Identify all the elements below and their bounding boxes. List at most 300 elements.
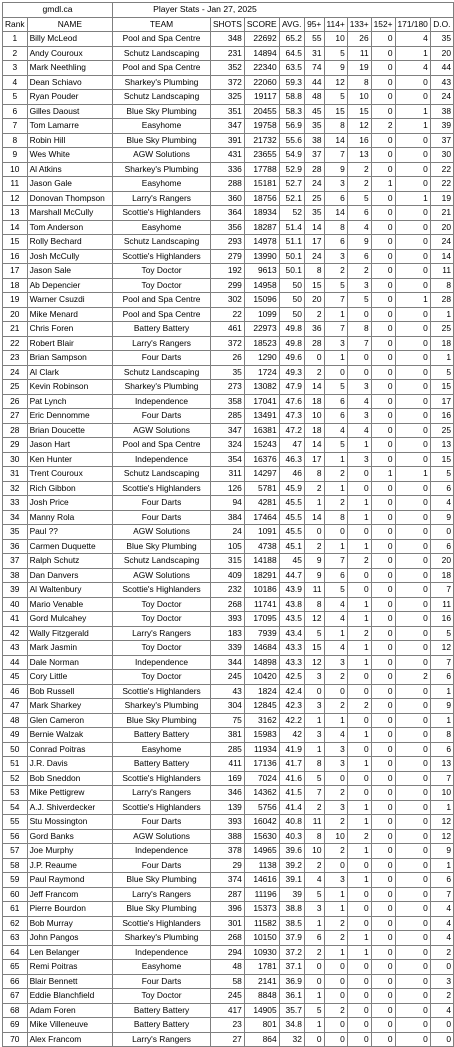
- avg-cell: 64.5: [279, 46, 304, 61]
- shots-cell: 381: [210, 728, 244, 743]
- score-cell: 4281: [244, 496, 279, 511]
- name-cell: Bob Russell: [27, 684, 113, 699]
- 171-180-cell: 0: [395, 786, 430, 801]
- shots-cell: 287: [210, 887, 244, 902]
- team-cell: Larry's Rangers: [113, 786, 211, 801]
- team-cell: Sharkey's Plumbing: [113, 380, 211, 395]
- table-row: [3, 887, 454, 902]
- 95-plus-cell: 24: [304, 177, 324, 192]
- 95-plus-cell: 35: [304, 119, 324, 134]
- team-cell: Four Darts: [113, 496, 211, 511]
- table-row: [3, 612, 454, 627]
- column-header-114-plus: 114+: [324, 17, 347, 32]
- name-cell: Wes White: [27, 148, 113, 163]
- team-cell: Toy Doctor: [113, 641, 211, 656]
- avg-cell: 40.8: [279, 815, 304, 830]
- 152-plus-cell: 0: [371, 46, 395, 61]
- 114-plus-cell: 15: [324, 104, 347, 119]
- 114-plus-cell: 1: [324, 902, 347, 917]
- do-cell: 7: [430, 583, 453, 598]
- 152-plus-cell: 0: [371, 452, 395, 467]
- 133-plus-cell: 0: [347, 307, 371, 322]
- shots-cell: 354: [210, 452, 244, 467]
- 152-plus-cell: 0: [371, 438, 395, 453]
- rank-cell: 26: [3, 394, 28, 409]
- shots-cell: 364: [210, 206, 244, 221]
- 171-180-cell: 0: [395, 539, 430, 554]
- do-cell: 7: [430, 887, 453, 902]
- table-row: [3, 583, 454, 598]
- 171-180-cell: 0: [395, 771, 430, 786]
- 95-plus-cell: 8: [304, 467, 324, 482]
- avg-cell: 37.2: [279, 945, 304, 960]
- shots-cell: 48: [210, 960, 244, 975]
- 114-plus-cell: 3: [324, 873, 347, 888]
- score-cell: 10150: [244, 931, 279, 946]
- 114-plus-cell: 4: [324, 423, 347, 438]
- rank-cell: 8: [3, 133, 28, 148]
- 114-plus-cell: 6: [324, 394, 347, 409]
- 171-180-cell: 0: [395, 931, 430, 946]
- 152-plus-cell: 0: [371, 858, 395, 873]
- 114-plus-cell: 3: [324, 757, 347, 772]
- 171-180-cell: 4: [395, 61, 430, 76]
- table-row: [3, 452, 454, 467]
- 95-plus-cell: 5: [304, 1003, 324, 1018]
- team-cell: AGW Solutions: [113, 525, 211, 540]
- team-cell: Easyhome: [113, 742, 211, 757]
- 133-plus-cell: 1: [347, 438, 371, 453]
- 133-plus-cell: 3: [347, 278, 371, 293]
- 133-plus-cell: 0: [347, 365, 371, 380]
- avg-cell: 49.6: [279, 351, 304, 366]
- score-cell: 1138: [244, 858, 279, 873]
- 133-plus-cell: 1: [347, 597, 371, 612]
- avg-cell: 50.1: [279, 264, 304, 279]
- name-cell: Paul Raymond: [27, 873, 113, 888]
- table-row: [3, 670, 454, 685]
- shots-cell: 393: [210, 612, 244, 627]
- name-cell: John Pangos: [27, 931, 113, 946]
- avg-cell: 45: [279, 554, 304, 569]
- table-row: [3, 365, 454, 380]
- name-cell: Pat Lynch: [27, 394, 113, 409]
- score-cell: 18756: [244, 191, 279, 206]
- do-cell: 15: [430, 380, 453, 395]
- name-cell: Tom Lamarre: [27, 119, 113, 134]
- 95-plus-cell: 15: [304, 278, 324, 293]
- do-cell: 19: [430, 191, 453, 206]
- shots-cell: 311: [210, 467, 244, 482]
- name-cell: Mike Villeneuve: [27, 1018, 113, 1033]
- 114-plus-cell: 2: [324, 699, 347, 714]
- avg-cell: 43.3: [279, 655, 304, 670]
- team-cell: Scottie's Highlanders: [113, 583, 211, 598]
- 114-plus-cell: 1: [324, 452, 347, 467]
- 152-plus-cell: 0: [371, 409, 395, 424]
- 171-180-cell: 0: [395, 90, 430, 105]
- score-cell: 23655: [244, 148, 279, 163]
- 133-plus-cell: 0: [347, 481, 371, 496]
- 152-plus-cell: 0: [371, 960, 395, 975]
- 114-plus-cell: 2: [324, 844, 347, 859]
- score-cell: 18287: [244, 220, 279, 235]
- 152-plus-cell: 0: [371, 757, 395, 772]
- rank-cell: 37: [3, 554, 28, 569]
- 171-180-cell: 0: [395, 655, 430, 670]
- rank-cell: 22: [3, 336, 28, 351]
- name-cell: Al Clark: [27, 365, 113, 380]
- 133-plus-cell: 3: [347, 409, 371, 424]
- 171-180-cell: 0: [395, 960, 430, 975]
- column-header-133-plus: 133+: [347, 17, 371, 32]
- column-header-171-180: 171/180: [395, 17, 430, 32]
- name-cell: J.P. Reaume: [27, 858, 113, 873]
- 171-180-cell: 0: [395, 496, 430, 511]
- 95-plus-cell: 55: [304, 32, 324, 47]
- 114-plus-cell: 6: [324, 568, 347, 583]
- 133-plus-cell: 26: [347, 32, 371, 47]
- do-cell: 28: [430, 293, 453, 308]
- score-cell: 1781: [244, 960, 279, 975]
- 114-plus-cell: 6: [324, 235, 347, 250]
- name-cell: Donovan Thompson: [27, 191, 113, 206]
- do-cell: 16: [430, 409, 453, 424]
- 171-180-cell: 0: [395, 974, 430, 989]
- team-cell: Sharkey's Plumbing: [113, 75, 211, 90]
- 133-plus-cell: 0: [347, 974, 371, 989]
- name-cell: Al Waltenbury: [27, 583, 113, 598]
- do-cell: 44: [430, 61, 453, 76]
- 114-plus-cell: 1: [324, 307, 347, 322]
- shots-cell: 384: [210, 510, 244, 525]
- 133-plus-cell: 2: [347, 829, 371, 844]
- 152-plus-cell: 0: [371, 496, 395, 511]
- 152-plus-cell: 0: [371, 32, 395, 47]
- 95-plus-cell: 1: [304, 496, 324, 511]
- table-row: [3, 394, 454, 409]
- 114-plus-cell: 1: [324, 713, 347, 728]
- shots-cell: 299: [210, 278, 244, 293]
- avg-cell: 34.8: [279, 1018, 304, 1033]
- column-header-shots: SHOTS: [210, 17, 244, 32]
- table-row: [3, 713, 454, 728]
- name-cell: Ryan Pouder: [27, 90, 113, 105]
- 114-plus-cell: 3: [324, 742, 347, 757]
- name-cell: Mark Jasmin: [27, 641, 113, 656]
- rank-cell: 23: [3, 351, 28, 366]
- avg-cell: 43.8: [279, 597, 304, 612]
- score-cell: 2141: [244, 974, 279, 989]
- shots-cell: 294: [210, 945, 244, 960]
- 114-plus-cell: 2: [324, 786, 347, 801]
- 152-plus-cell: 0: [371, 133, 395, 148]
- rank-cell: 17: [3, 264, 28, 279]
- name-cell: Robin Hill: [27, 133, 113, 148]
- shots-cell: 315: [210, 554, 244, 569]
- rank-cell: 13: [3, 206, 28, 221]
- 114-plus-cell: 0: [324, 960, 347, 975]
- name-cell: Carmen Duquette: [27, 539, 113, 554]
- rank-cell: 67: [3, 989, 28, 1004]
- 114-plus-cell: 7: [324, 554, 347, 569]
- name-cell: Mike Menard: [27, 307, 113, 322]
- rank-cell: 38: [3, 568, 28, 583]
- team-cell: Schutz Landscaping: [113, 46, 211, 61]
- avg-cell: 65.2: [279, 32, 304, 47]
- site-name: gmdl.ca: [3, 3, 113, 18]
- team-cell: Toy Doctor: [113, 278, 211, 293]
- 152-plus-cell: 0: [371, 568, 395, 583]
- 152-plus-cell: 0: [371, 235, 395, 250]
- 133-plus-cell: 1: [347, 539, 371, 554]
- 152-plus-cell: 0: [371, 829, 395, 844]
- 114-plus-cell: 0: [324, 1018, 347, 1033]
- avg-cell: 43.5: [279, 612, 304, 627]
- 133-plus-cell: 4: [347, 394, 371, 409]
- rank-cell: 58: [3, 858, 28, 873]
- 152-plus-cell: 0: [371, 728, 395, 743]
- 95-plus-cell: 36: [304, 322, 324, 337]
- 152-plus-cell: 0: [371, 191, 395, 206]
- rank-cell: 60: [3, 887, 28, 902]
- name-cell: Robert Blair: [27, 336, 113, 351]
- do-cell: 0: [430, 960, 453, 975]
- 95-plus-cell: 11: [304, 815, 324, 830]
- 114-plus-cell: 0: [324, 684, 347, 699]
- 114-plus-cell: 5: [324, 438, 347, 453]
- shots-cell: 358: [210, 394, 244, 409]
- do-cell: 1: [430, 307, 453, 322]
- score-cell: 14958: [244, 278, 279, 293]
- shots-cell: 22: [210, 307, 244, 322]
- 95-plus-cell: 35: [304, 206, 324, 221]
- 114-plus-cell: 1: [324, 626, 347, 641]
- 95-plus-cell: 1: [304, 989, 324, 1004]
- table-row: [3, 148, 454, 163]
- team-cell: Larry's Rangers: [113, 887, 211, 902]
- rank-cell: 62: [3, 916, 28, 931]
- 95-plus-cell: 1: [304, 916, 324, 931]
- 133-plus-cell: 2: [347, 554, 371, 569]
- column-header-row: [3, 17, 454, 32]
- rank-cell: 33: [3, 496, 28, 511]
- 95-plus-cell: 5: [304, 771, 324, 786]
- player-stats-table: [2, 2, 454, 1047]
- score-cell: 5756: [244, 800, 279, 815]
- name-cell: Al Atkins: [27, 162, 113, 177]
- do-cell: 39: [430, 119, 453, 134]
- rank-cell: 7: [3, 119, 28, 134]
- do-cell: 9: [430, 844, 453, 859]
- 133-plus-cell: 4: [347, 220, 371, 235]
- shots-cell: 344: [210, 655, 244, 670]
- table-row: [3, 684, 454, 699]
- rank-cell: 40: [3, 597, 28, 612]
- table-row: [3, 162, 454, 177]
- table-row: [3, 728, 454, 743]
- score-cell: 17788: [244, 162, 279, 177]
- do-cell: 11: [430, 597, 453, 612]
- name-cell: A.J. Shiverdecker: [27, 800, 113, 815]
- 152-plus-cell: 0: [371, 931, 395, 946]
- 114-plus-cell: 7: [324, 322, 347, 337]
- 95-plus-cell: 24: [304, 249, 324, 264]
- 133-plus-cell: 15: [347, 104, 371, 119]
- team-cell: Four Darts: [113, 815, 211, 830]
- name-cell: Joe Murphy: [27, 844, 113, 859]
- shots-cell: 347: [210, 423, 244, 438]
- player-stats-sheet: [2, 2, 454, 1047]
- 95-plus-cell: 1: [304, 713, 324, 728]
- 171-180-cell: 0: [395, 235, 430, 250]
- 171-180-cell: 0: [395, 916, 430, 931]
- 114-plus-cell: 1: [324, 887, 347, 902]
- team-cell: Sharkey's Plumbing: [113, 931, 211, 946]
- score-cell: 15983: [244, 728, 279, 743]
- 114-plus-cell: 7: [324, 148, 347, 163]
- avg-cell: 39.6: [279, 844, 304, 859]
- rank-cell: 70: [3, 1032, 28, 1047]
- team-cell: Battery Battery: [113, 757, 211, 772]
- do-cell: 18: [430, 568, 453, 583]
- shots-cell: 192: [210, 264, 244, 279]
- score-cell: 17464: [244, 510, 279, 525]
- do-cell: 4: [430, 496, 453, 511]
- team-cell: Pool and Spa Centre: [113, 438, 211, 453]
- table-row: [3, 61, 454, 76]
- 171-180-cell: 4: [395, 32, 430, 47]
- score-cell: 12845: [244, 699, 279, 714]
- do-cell: 14: [430, 249, 453, 264]
- score-cell: 1091: [244, 525, 279, 540]
- team-cell: Independence: [113, 655, 211, 670]
- avg-cell: 41.7: [279, 757, 304, 772]
- score-cell: 864: [244, 1032, 279, 1047]
- score-cell: 13491: [244, 409, 279, 424]
- name-cell: Mike Pettigrew: [27, 786, 113, 801]
- 114-plus-cell: 9: [324, 162, 347, 177]
- 152-plus-cell: 0: [371, 887, 395, 902]
- 171-180-cell: 0: [395, 162, 430, 177]
- shots-cell: 139: [210, 800, 244, 815]
- shots-cell: 347: [210, 119, 244, 134]
- do-cell: 1: [430, 858, 453, 873]
- do-cell: 22: [430, 177, 453, 192]
- 95-plus-cell: 2: [304, 307, 324, 322]
- team-cell: Easyhome: [113, 119, 211, 134]
- title-row: [3, 3, 454, 18]
- 95-plus-cell: 10: [304, 409, 324, 424]
- 171-180-cell: 0: [395, 902, 430, 917]
- 114-plus-cell: 0: [324, 858, 347, 873]
- table-row: [3, 989, 454, 1004]
- 95-plus-cell: 74: [304, 61, 324, 76]
- avg-cell: 59.3: [279, 75, 304, 90]
- table-row: [3, 655, 454, 670]
- 152-plus-cell: 0: [371, 800, 395, 815]
- 114-plus-cell: 1: [324, 481, 347, 496]
- 171-180-cell: 0: [395, 336, 430, 351]
- avg-cell: 39: [279, 887, 304, 902]
- 133-plus-cell: 2: [347, 626, 371, 641]
- score-cell: 11934: [244, 742, 279, 757]
- 152-plus-cell: 0: [371, 278, 395, 293]
- shots-cell: 23: [210, 1018, 244, 1033]
- 133-plus-cell: 2: [347, 162, 371, 177]
- do-cell: 13: [430, 438, 453, 453]
- table-row: [3, 380, 454, 395]
- score-cell: 1824: [244, 684, 279, 699]
- rank-cell: 49: [3, 728, 28, 743]
- 114-plus-cell: 2: [324, 931, 347, 946]
- do-cell: 6: [430, 873, 453, 888]
- avg-cell: 52.7: [279, 177, 304, 192]
- 171-180-cell: 0: [395, 684, 430, 699]
- avg-cell: 43.3: [279, 641, 304, 656]
- name-cell: Andy Couroux: [27, 46, 113, 61]
- table-body: [3, 3, 454, 1047]
- table-row: [3, 322, 454, 337]
- do-cell: 12: [430, 641, 453, 656]
- score-cell: 16376: [244, 452, 279, 467]
- avg-cell: 49.3: [279, 365, 304, 380]
- shots-cell: 24: [210, 525, 244, 540]
- 95-plus-cell: 2: [304, 365, 324, 380]
- team-cell: Independence: [113, 844, 211, 859]
- 95-plus-cell: 14: [304, 510, 324, 525]
- score-cell: 14898: [244, 655, 279, 670]
- table-row: [3, 597, 454, 612]
- rank-cell: 69: [3, 1018, 28, 1033]
- 95-plus-cell: 3: [304, 728, 324, 743]
- 95-plus-cell: 37: [304, 148, 324, 163]
- score-cell: 14616: [244, 873, 279, 888]
- 133-plus-cell: 7: [347, 336, 371, 351]
- do-cell: 43: [430, 75, 453, 90]
- table-row: [3, 206, 454, 221]
- avg-cell: 44.7: [279, 568, 304, 583]
- avg-cell: 49.8: [279, 336, 304, 351]
- 95-plus-cell: 2: [304, 481, 324, 496]
- do-cell: 21: [430, 206, 453, 221]
- 114-plus-cell: 9: [324, 61, 347, 76]
- rank-cell: 19: [3, 293, 28, 308]
- 133-plus-cell: 9: [347, 235, 371, 250]
- 133-plus-cell: 1: [347, 496, 371, 511]
- team-cell: Scottie's Highlanders: [113, 481, 211, 496]
- avg-cell: 43.9: [279, 583, 304, 598]
- shots-cell: 245: [210, 670, 244, 685]
- 95-plus-cell: 0: [304, 960, 324, 975]
- 152-plus-cell: 0: [371, 554, 395, 569]
- 133-plus-cell: 0: [347, 351, 371, 366]
- name-cell: Len Belanger: [27, 945, 113, 960]
- 171-180-cell: 0: [395, 249, 430, 264]
- score-cell: 17095: [244, 612, 279, 627]
- team-cell: Sharkey's Plumbing: [113, 162, 211, 177]
- 133-plus-cell: 1: [347, 757, 371, 772]
- do-cell: 20: [430, 220, 453, 235]
- table-row: [3, 351, 454, 366]
- rank-cell: 16: [3, 249, 28, 264]
- 133-plus-cell: 0: [347, 989, 371, 1004]
- rank-cell: 3: [3, 61, 28, 76]
- rank-cell: 65: [3, 960, 28, 975]
- 152-plus-cell: 0: [371, 525, 395, 540]
- score-cell: 8848: [244, 989, 279, 1004]
- name-cell: Trent Couroux: [27, 467, 113, 482]
